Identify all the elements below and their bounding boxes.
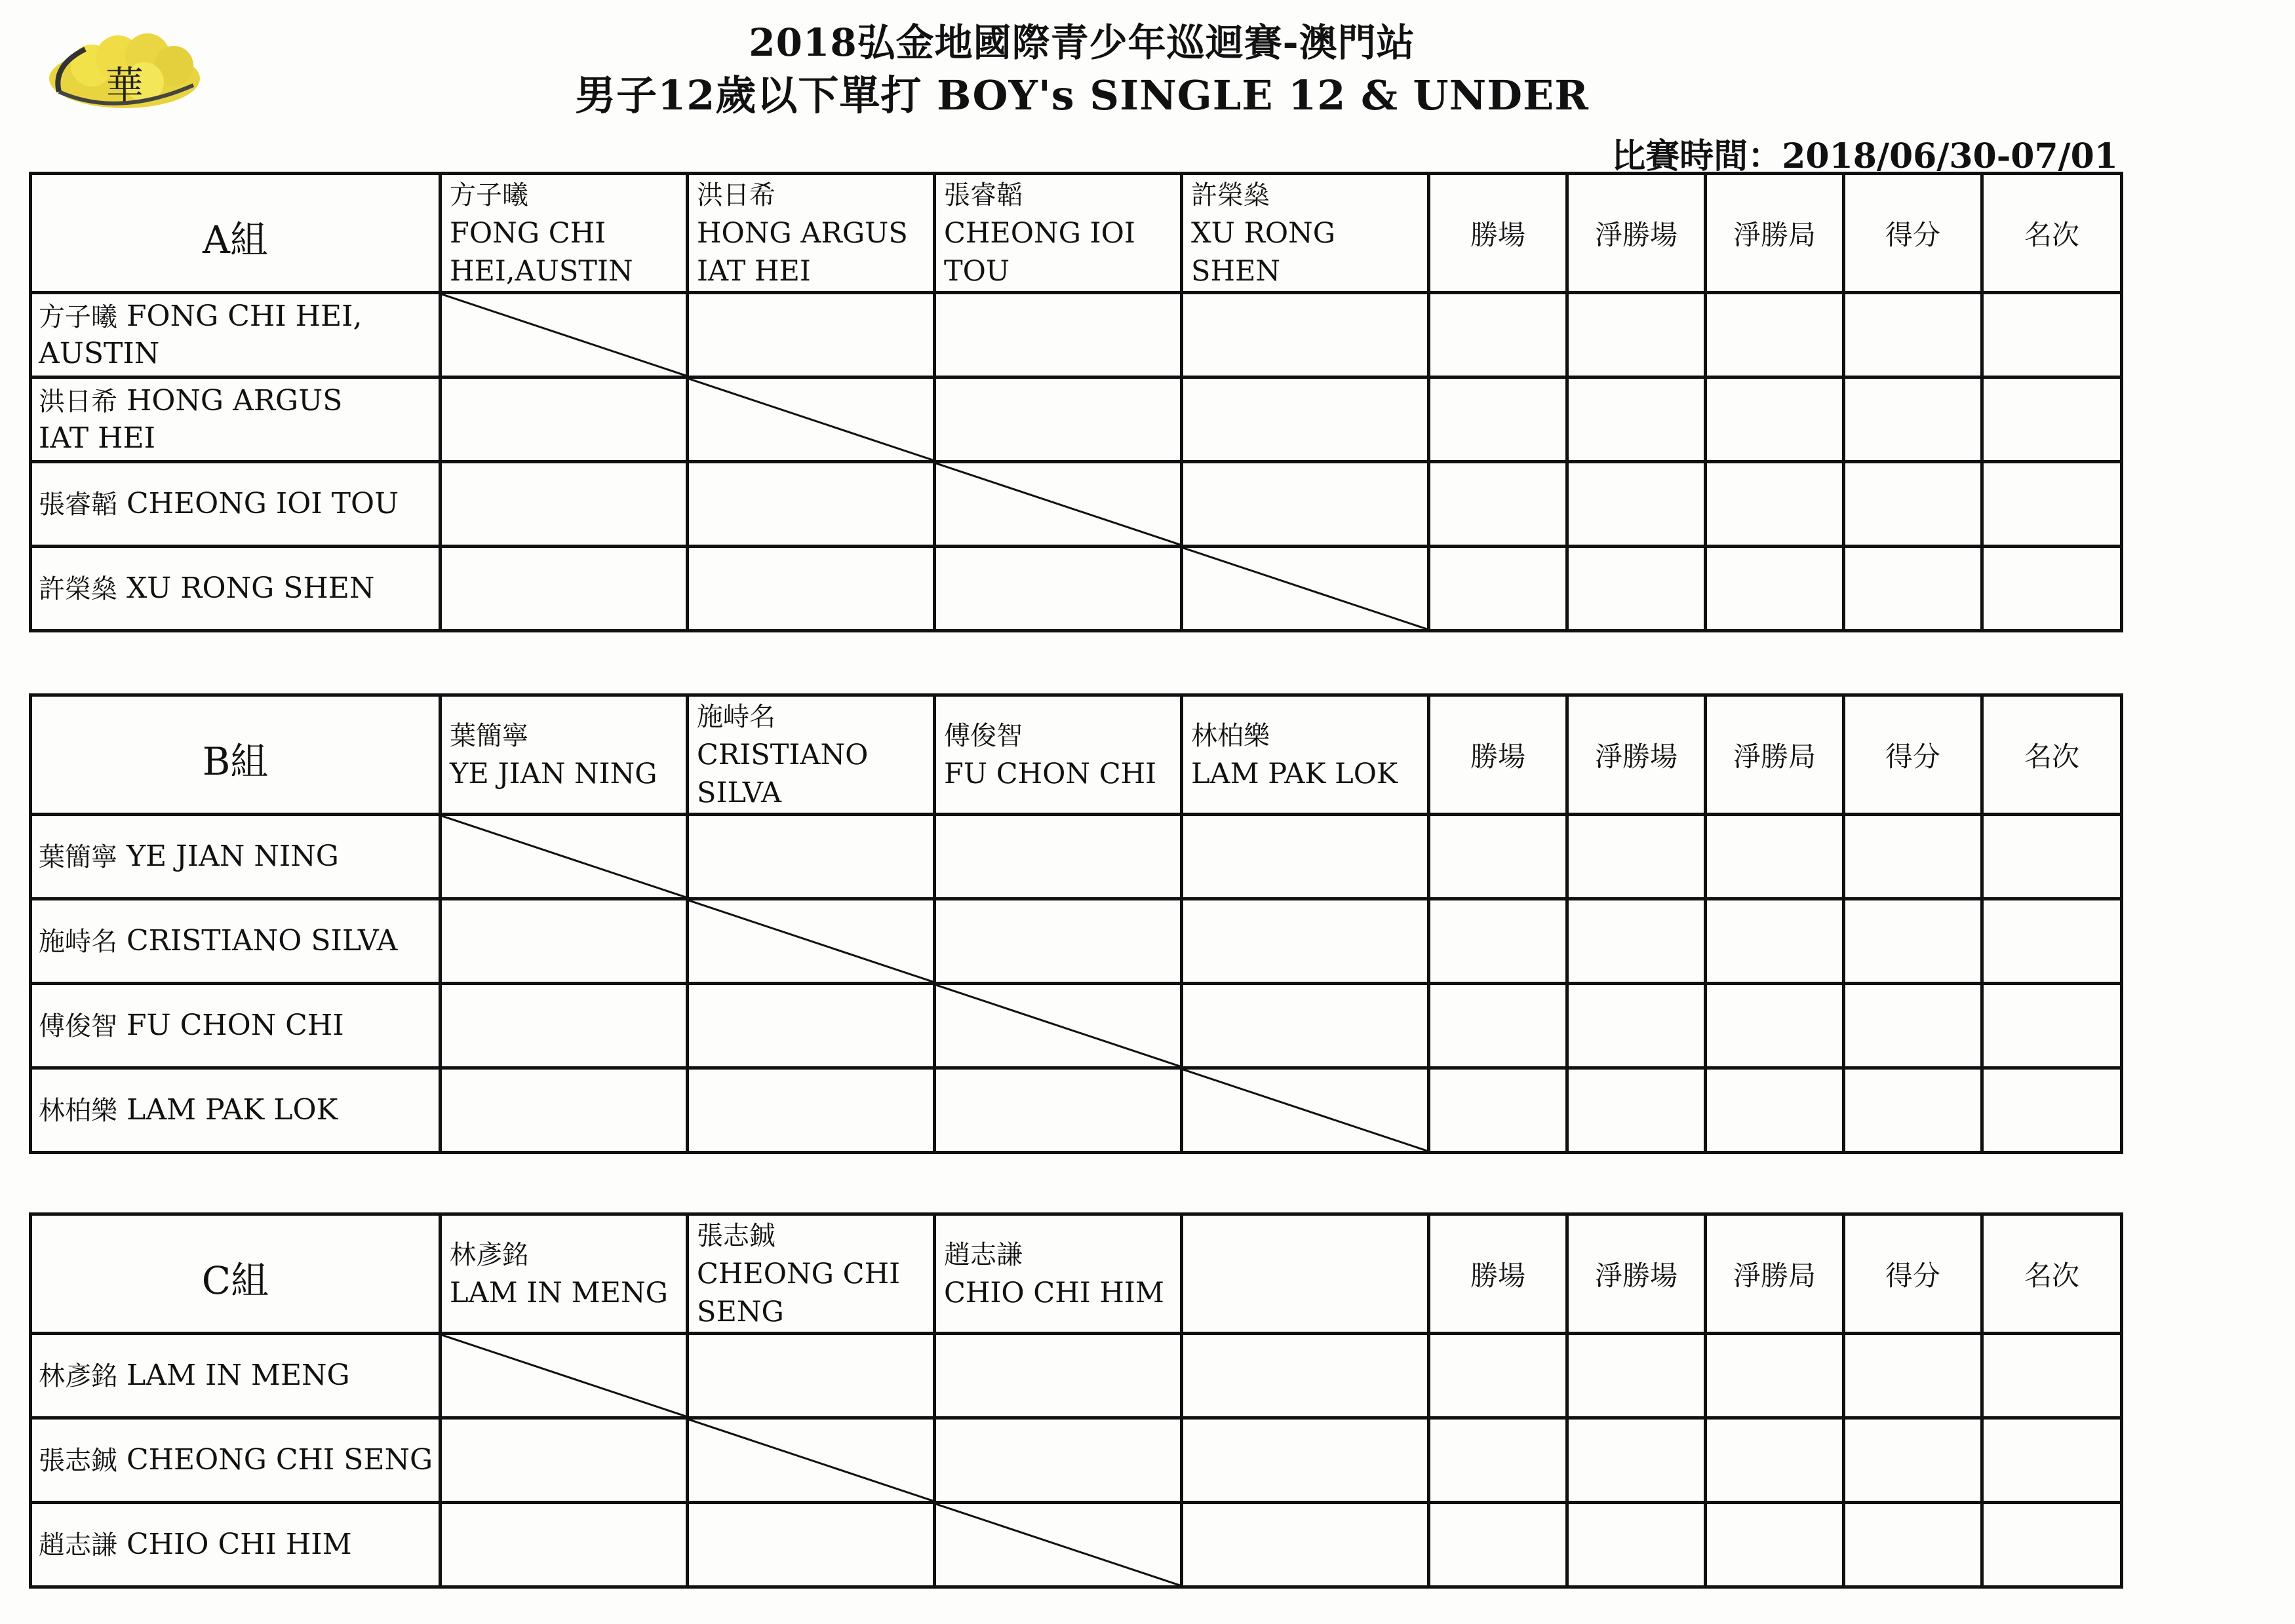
stat-cell[interactable] (1706, 1503, 1844, 1587)
opponent-column-header (1182, 695, 1429, 815)
stat-cell[interactable] (1429, 984, 1567, 1068)
group-name-label: A組 (203, 217, 268, 262)
score-cell[interactable] (688, 1503, 935, 1587)
title-line-1: 2018弘金地國際青少年巡迴賽-澳門站 (749, 20, 1415, 65)
player-row-name (31, 899, 441, 984)
stat-cell[interactable] (1844, 547, 1982, 631)
stat-cell[interactable] (1844, 462, 1982, 547)
player-row-name (31, 1503, 441, 1587)
diagonal-strike (442, 294, 686, 376)
title-line-2: 男子12歲以下單打 BOY's SINGLE 12 & UNDER (575, 71, 1589, 119)
stat-cell[interactable] (1982, 1503, 2122, 1587)
diagonal-strike (689, 1420, 933, 1501)
stat-column-header: 勝場 (1429, 695, 1567, 815)
stat-cell[interactable] (1706, 462, 1844, 547)
player-name-english: XU RONG SHEN (117, 571, 375, 605)
score-cell[interactable] (1182, 1334, 1429, 1418)
player-row-name (31, 1334, 441, 1418)
score-cell[interactable] (1182, 899, 1429, 984)
player-name-english: HONG ARGUS IAT HEI (697, 216, 908, 288)
score-cell[interactable] (688, 547, 935, 631)
self-match-cell (688, 377, 935, 462)
stat-cell[interactable] (1982, 547, 2122, 631)
stat-cell[interactable] (1982, 815, 2122, 899)
score-cell[interactable] (441, 899, 688, 984)
player-row-name (31, 815, 441, 899)
group-name (31, 1214, 441, 1334)
stat-cell[interactable] (1706, 293, 1844, 377)
opponent-column-header (688, 1214, 935, 1334)
stat-cell[interactable] (1429, 815, 1567, 899)
player-row-name (31, 377, 441, 462)
player-row (31, 1068, 2122, 1153)
player-name-chinese: 林柏樂 (1191, 720, 1270, 751)
player-row (31, 1503, 2122, 1587)
score-cell[interactable] (1182, 1503, 1429, 1587)
score-cell[interactable] (441, 1068, 688, 1153)
player-name-chinese: 趙志謙 (39, 1530, 117, 1560)
diagonal-strike (936, 1504, 1180, 1585)
stat-column-header: 名次 (1982, 695, 2122, 815)
player-name-chinese: 施峙名 (697, 701, 775, 732)
stat-column-header: 名次 (1982, 1214, 2122, 1334)
stat-column-header: 勝場 (1429, 174, 1567, 293)
stat-cell[interactable] (1844, 377, 1982, 462)
player-name-english: YE JIAN NING (450, 757, 657, 790)
diagonal-strike (689, 379, 933, 460)
self-match-cell (935, 1503, 1182, 1587)
player-name-english: FU CHON CHI (117, 1008, 344, 1042)
player-row (31, 462, 2122, 547)
self-match-cell (441, 1334, 688, 1418)
player-name-english: CHEONG IOI TOU (117, 486, 399, 520)
player-name-english: FU CHON CHI (944, 757, 1157, 790)
stat-cell[interactable] (1982, 1418, 2122, 1503)
score-cell[interactable] (688, 815, 935, 899)
diagonal-strike (689, 900, 933, 982)
stat-cell[interactable] (1429, 377, 1567, 462)
match-date: 比賽時間：2018/06/30-07/01 (1611, 136, 2118, 176)
stat-column-header: 得分 (1844, 1214, 1982, 1334)
score-cell[interactable] (935, 1418, 1182, 1503)
player-name-chinese: 葉簡寧 (450, 720, 528, 751)
score-cell[interactable] (688, 1334, 935, 1418)
player-row-name (31, 1418, 441, 1503)
player-name-chinese: 傅俊智 (944, 720, 1023, 751)
stat-column-header: 得分 (1844, 695, 1982, 815)
stat-column-header: 名次 (1982, 174, 2122, 293)
self-match-cell (688, 1418, 935, 1503)
player-name-chinese: 張志鋮 (697, 1220, 775, 1251)
stat-cell[interactable] (1567, 815, 1706, 899)
opponent-column-header (935, 174, 1182, 293)
stat-cell[interactable] (1982, 1334, 2122, 1418)
score-cell[interactable] (935, 1334, 1182, 1418)
player-name-english: CHIO CHI HIM (944, 1276, 1164, 1309)
player-row (31, 293, 2122, 377)
opponent-column-header (1182, 1214, 1429, 1334)
stat-cell[interactable] (1706, 815, 1844, 899)
self-match-cell (935, 984, 1182, 1068)
group-name-label: B組 (202, 739, 269, 784)
player-row (31, 984, 2122, 1068)
opponent-column-header (688, 174, 935, 293)
player-name-chinese: 林柏樂 (39, 1095, 117, 1126)
stat-cell[interactable] (1706, 377, 1844, 462)
stat-cell[interactable] (1567, 984, 1706, 1068)
player-name-english: HONG ARGUS IAT HEI (39, 383, 343, 455)
player-name-chinese: 林彥銘 (39, 1361, 117, 1391)
stat-cell[interactable] (1844, 293, 1982, 377)
player-name-english: CHEONG CHI SENG (117, 1442, 433, 1477)
score-cell[interactable] (441, 547, 688, 631)
logo-character: 華 (105, 63, 144, 107)
player-name-chinese: 許榮燊 (1191, 180, 1270, 210)
score-cell[interactable] (688, 293, 935, 377)
stat-cell[interactable] (1567, 1418, 1706, 1503)
group-table (29, 1212, 2123, 1589)
player-row (31, 1334, 2122, 1418)
opponent-column-header (441, 1214, 688, 1334)
stat-cell[interactable] (1429, 1068, 1567, 1153)
self-match-cell (688, 899, 935, 984)
player-name-chinese: 許榮燊 (39, 573, 117, 604)
player-row (31, 377, 2122, 462)
stat-cell[interactable] (1706, 1418, 1844, 1503)
score-cell[interactable] (1182, 293, 1429, 377)
stat-cell[interactable] (1844, 815, 1982, 899)
score-cell[interactable] (1182, 377, 1429, 462)
player-name-english: YE JIAN NING (117, 839, 339, 873)
stat-column-header: 得分 (1844, 174, 1982, 293)
score-cell[interactable] (441, 462, 688, 547)
stat-cell[interactable] (1429, 1503, 1567, 1587)
group-name (31, 695, 441, 815)
opponent-column-header (1182, 174, 1429, 293)
stat-cell[interactable] (1429, 293, 1567, 377)
score-cell[interactable] (935, 815, 1182, 899)
score-cell[interactable] (441, 377, 688, 462)
player-name-chinese: 林彥銘 (450, 1239, 528, 1270)
player-name-chinese: 洪日希 (697, 180, 775, 210)
player-row-name (31, 1068, 441, 1153)
score-cell[interactable] (935, 1068, 1182, 1153)
player-row-name (31, 984, 441, 1068)
player-name-chinese: 張睿韜 (944, 180, 1023, 210)
stat-cell[interactable] (1567, 899, 1706, 984)
group-header-row (31, 695, 2122, 815)
stat-cell[interactable] (1567, 1503, 1706, 1587)
opponent-column-header (441, 174, 688, 293)
player-row (31, 815, 2122, 899)
stat-cell[interactable] (1844, 1334, 1982, 1418)
stat-cell[interactable] (1567, 1334, 1706, 1418)
stat-cell[interactable] (1982, 984, 2122, 1068)
player-name-english: CHEONG CHI SENG (697, 1257, 901, 1328)
group-name (31, 174, 441, 293)
score-cell[interactable] (1182, 815, 1429, 899)
self-match-cell (441, 815, 688, 899)
stat-cell[interactable] (1429, 1418, 1567, 1503)
score-cell[interactable] (441, 1503, 688, 1587)
player-name-english: LAM PAK LOK (1191, 757, 1398, 790)
stat-cell[interactable] (1706, 1334, 1844, 1418)
self-match-cell (441, 293, 688, 377)
score-cell[interactable] (441, 984, 688, 1068)
player-row (31, 547, 2122, 631)
player-name-chinese: 張志鋮 (39, 1445, 117, 1476)
score-cell[interactable] (688, 984, 935, 1068)
stat-cell[interactable] (1706, 984, 1844, 1068)
score-cell[interactable] (1182, 1418, 1429, 1503)
diagonal-strike (442, 1335, 686, 1416)
score-cell[interactable] (688, 1068, 935, 1153)
player-name-english: CHIO CHI HIM (117, 1527, 352, 1561)
stat-cell[interactable] (1429, 1334, 1567, 1418)
stat-cell[interactable] (1844, 984, 1982, 1068)
player-name-english: FONG CHI HEI, AUSTIN (39, 299, 363, 370)
player-name-english: LAM IN MENG (450, 1276, 668, 1309)
score-cell[interactable] (935, 293, 1182, 377)
player-row (31, 899, 2122, 984)
stat-cell[interactable] (1567, 1068, 1706, 1153)
score-cell[interactable] (441, 1418, 688, 1503)
score-cell[interactable] (1182, 462, 1429, 547)
score-cell[interactable] (1182, 984, 1429, 1068)
stat-cell[interactable] (1844, 1068, 1982, 1153)
stat-cell[interactable] (1844, 899, 1982, 984)
opponent-column-header (935, 695, 1182, 815)
stat-column-header: 淨勝局 (1706, 695, 1844, 815)
stat-column-header: 勝場 (1429, 1214, 1567, 1334)
stat-column-header: 淨勝場 (1567, 695, 1706, 815)
opponent-column-header (688, 695, 935, 815)
player-name-english: CRISTIANO SILVA (697, 738, 869, 809)
diagonal-strike (1183, 548, 1427, 629)
score-cell[interactable] (935, 547, 1182, 631)
stat-cell[interactable] (1567, 377, 1706, 462)
stat-cell[interactable] (1567, 293, 1706, 377)
player-name-chinese: 方子曦 (450, 180, 528, 210)
stat-column-header: 淨勝局 (1706, 1214, 1844, 1334)
group-table (29, 172, 2123, 632)
stat-column-header: 淨勝場 (1567, 174, 1706, 293)
stat-cell[interactable] (1429, 899, 1567, 984)
stat-cell[interactable] (1429, 462, 1567, 547)
player-name-english: FONG CHI HEI,AUSTIN (450, 216, 633, 288)
diagonal-strike (936, 985, 1180, 1066)
stat-cell[interactable] (1982, 377, 2122, 462)
player-name-english: LAM PAK LOK (117, 1092, 338, 1127)
score-cell[interactable] (935, 899, 1182, 984)
stat-cell[interactable] (1982, 462, 2122, 547)
stat-cell[interactable] (1982, 293, 2122, 377)
score-cell[interactable] (935, 377, 1182, 462)
player-name-chinese: 趙志謙 (944, 1239, 1023, 1270)
group-name-label: C組 (201, 1258, 269, 1303)
player-name-english: LAM IN MENG (117, 1358, 350, 1392)
player-name-english: CHEONG IOI TOU (944, 216, 1135, 288)
player-name-chinese: 張睿韜 (39, 489, 117, 520)
player-row (31, 1418, 2122, 1503)
stat-cell[interactable] (1844, 1503, 1982, 1587)
player-name-english: CRISTIANO SILVA (117, 923, 398, 957)
stat-cell[interactable] (1982, 1068, 2122, 1153)
opponent-column-header (935, 1214, 1182, 1334)
stat-cell[interactable] (1429, 547, 1567, 631)
stat-cell[interactable] (1706, 1068, 1844, 1153)
diagonal-strike (442, 816, 686, 897)
stat-column-header: 淨勝場 (1567, 1214, 1706, 1334)
stat-cell[interactable] (1706, 547, 1844, 631)
stat-cell[interactable] (1567, 462, 1706, 547)
player-name-chinese: 方子曦 (39, 301, 117, 332)
group-header-row (31, 1214, 2122, 1334)
player-row-name (31, 293, 441, 377)
player-row-name (31, 462, 441, 547)
self-match-cell (1182, 547, 1429, 631)
player-name-english: XU RONG SHEN (1191, 216, 1336, 288)
stat-cell[interactable] (1706, 899, 1844, 984)
stat-column-header: 淨勝局 (1706, 174, 1844, 293)
player-row-name (31, 547, 441, 631)
group-header-row (31, 174, 2122, 293)
group-table (29, 693, 2123, 1154)
opponent-column-header (441, 695, 688, 815)
diagonal-strike (1183, 1070, 1427, 1151)
self-match-cell (1182, 1068, 1429, 1153)
stat-cell[interactable] (1982, 899, 2122, 984)
score-cell[interactable] (688, 462, 935, 547)
stat-cell[interactable] (1567, 547, 1706, 631)
player-name-chinese: 洪日希 (39, 386, 117, 417)
diagonal-strike (936, 463, 1180, 545)
player-name-chinese: 傅俊智 (39, 1011, 117, 1041)
self-match-cell (935, 462, 1182, 547)
player-name-chinese: 施峙名 (39, 926, 117, 957)
stat-cell[interactable] (1844, 1418, 1982, 1503)
player-name-chinese: 葉簡寧 (39, 841, 117, 872)
